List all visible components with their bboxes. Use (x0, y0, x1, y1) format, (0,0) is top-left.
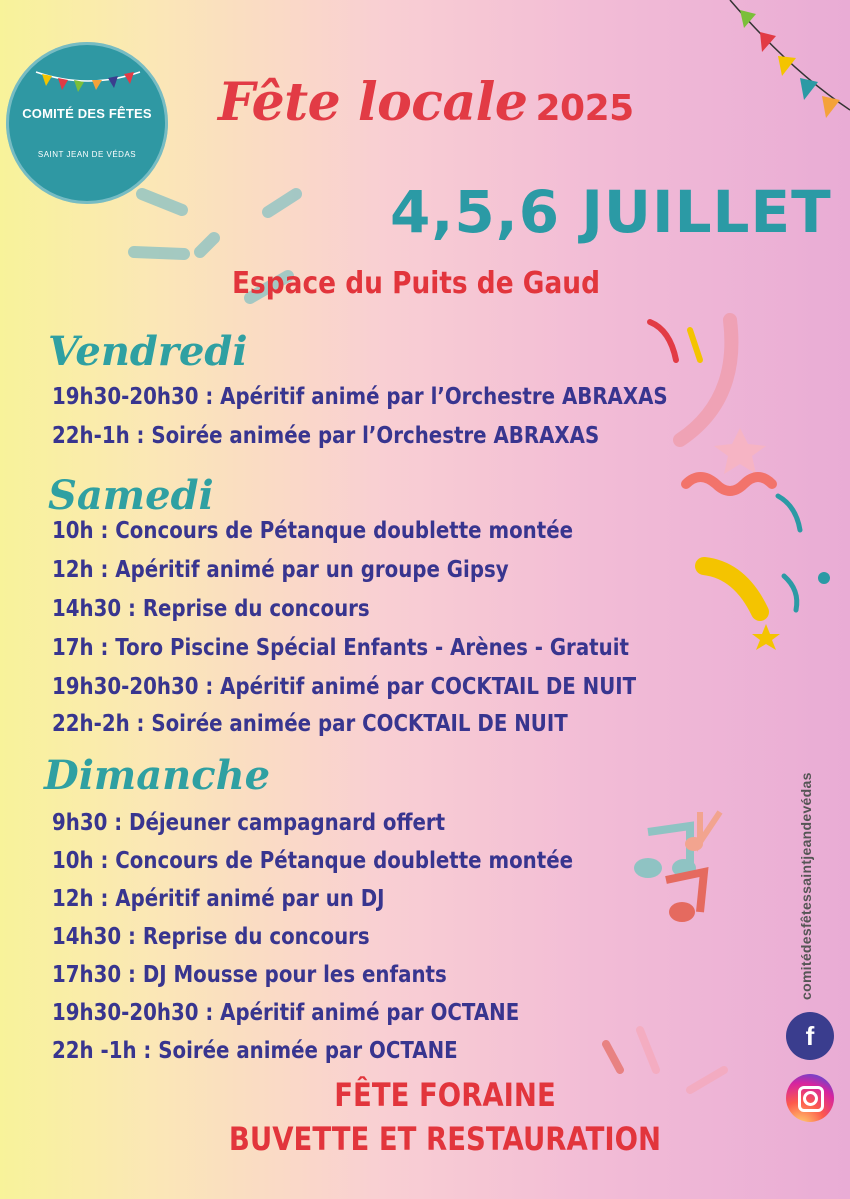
event-line: 10h : Concours de Pétanque doublette montée (52, 518, 574, 544)
day-heading-friday: Vendredi (48, 328, 248, 375)
logo-subtitle: SAINT JEAN DE VÉDAS (37, 150, 137, 159)
social-handle: comitédesfêtessaintjeandevédas (798, 772, 814, 1000)
logo-title: COMITÉ DES FÊTES (22, 106, 152, 121)
instagram-lens (803, 1091, 818, 1106)
logo-bunting-icon (34, 68, 142, 92)
event-line: 9h30 : Déjeuner campagnard offert (52, 810, 446, 836)
title-year: 2025 (535, 88, 634, 129)
music-notes-icon (634, 812, 720, 922)
event-line: 14h30 : Reprise du concours (52, 596, 370, 622)
event-venue: Espace du Puits de Gaud (232, 266, 600, 301)
event-line: 17h30 : DJ Mousse pour les enfants (52, 962, 447, 988)
day-heading-saturday: Samedi (48, 472, 214, 519)
event-line: 19h30-20h30 : Apéritif animé par OCTANE (52, 1000, 520, 1026)
event-line: 17h : Toro Piscine Spécial Enfants - Arènes - Gratuit (52, 635, 629, 661)
event-line: 19h30-20h30 : Apéritif animé par COCKTAIL DE NUIT (52, 674, 637, 700)
facebook-icon[interactable]: f (786, 1012, 834, 1060)
day-heading-sunday: Dimanche (44, 752, 271, 799)
event-line: 22h-1h : Soirée animée par l’Orchestre ABRAXAS (52, 423, 600, 449)
event-line: 22h-2h : Soirée animée par COCKTAIL DE NUIT (52, 711, 568, 737)
committee-logo (6, 42, 168, 204)
footer-funfair: FÊTE FORAINE (334, 1076, 556, 1114)
event-line: 22h -1h : Soirée animée par OCTANE (52, 1038, 458, 1064)
confetti (606, 320, 830, 1090)
event-line: 14h30 : Reprise du concours (52, 924, 370, 950)
event-title (218, 72, 634, 133)
instagram-icon[interactable] (786, 1074, 834, 1122)
event-line: 12h : Apéritif animé par un groupe Gipsy (52, 557, 509, 583)
footer-refreshments: BUVETTE ET RESTAURATION (228, 1120, 662, 1158)
title-text: Fête locale (218, 72, 528, 133)
event-line: 10h : Concours de Pétanque doublette montée (52, 848, 574, 874)
event-line: 12h : Apéritif animé par un DJ (52, 886, 385, 912)
event-dates: 4,5,6 JUILLET (390, 178, 832, 246)
event-line: 19h30-20h30 : Apéritif animé par l’Orchestre ABRAXAS (52, 384, 668, 410)
bunting-flags (730, 0, 850, 118)
